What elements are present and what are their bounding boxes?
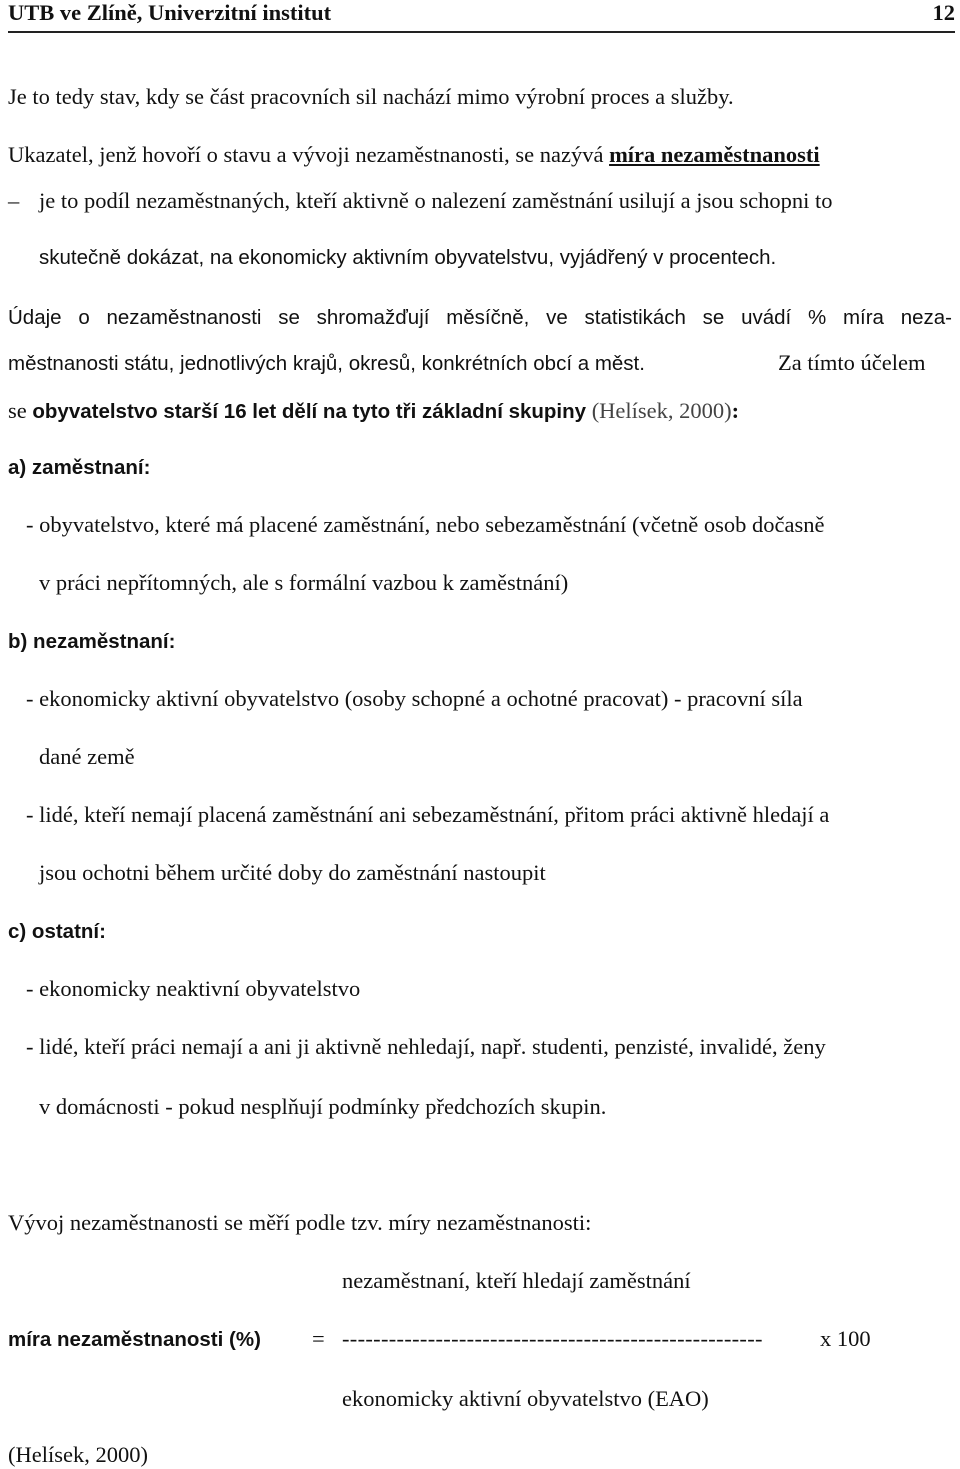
definition-dash: – [8, 188, 20, 213]
paragraph-indicator-line3: skutečně dokázat, na ekonomicky aktivním obyvatelstvu, vyjádřený v procentech. [39, 246, 777, 269]
formula-multiplier: x 100 [820, 1326, 871, 1351]
formula-denominator: ekonomicky aktivní obyvatelstvo (EAO) [342, 1386, 709, 1411]
group-a-item1-cont: v práci nepřítomných, ale s formální vazbou k zaměstnání) [39, 570, 569, 595]
bold-groups-statement: obyvatelstvo starší 16 let dělí na tyto tři základní skupiny [32, 400, 587, 423]
colon: : [731, 398, 740, 423]
paragraph-intro: Je to tedy stav, kdy se část pracovních sil nachází mimo výrobní proces a služby. [8, 84, 734, 109]
group-c-item2: - lidé, kteří práci nemají a ani ji aktivně nehledají, např. studenti, penzisté, invalidé, ženy [26, 1034, 826, 1059]
source-citation: (Helísek, 2000) [8, 1442, 148, 1467]
formula-fraction-line: ------------------------------------------------------ [342, 1326, 763, 1351]
paragraph-indicator-line2: je to podíl nezaměstnaných, kteří aktivně o nalezení zaměstnání usilují a jsou schopni to [39, 188, 833, 213]
group-b-item1-cont: dané země [39, 744, 135, 769]
group-c-item1: - ekonomicky neaktivní obyvatelstvo [26, 976, 361, 1001]
paragraph-data-line2b: Za tímto účelem [778, 350, 926, 375]
paragraph-data-line1: Údaje o nezaměstnanosti se shromažďují měsíčně, ve statistikách se uvádí % míra neza- [8, 306, 952, 329]
formula-label: míra nezaměstnanosti (%) [8, 1328, 261, 1351]
group-a-heading: a) zaměstnaní: [8, 456, 151, 479]
group-b-item2-cont: jsou ochotni během určité doby do zaměstnání nastoupit [39, 860, 546, 885]
formula-equals: = [312, 1326, 325, 1351]
citation: (Helísek, 2000) [586, 398, 732, 423]
term-unemployment-rate: míra nezaměstnanosti [609, 142, 820, 167]
group-c-item2-cont: v domácnosti - pokud nesplňují podmínky předchozích skupin. [39, 1094, 607, 1119]
page-number: 12 [932, 0, 955, 25]
group-a-item1: - obyvatelstvo, které má placené zaměstnání, nebo sebezaměstnání (včetně osob dočasně [26, 512, 825, 537]
group-b-item1: - ekonomicky aktivní obyvatelstvo (osoby schopné a ochotné pracovat) - pracovní síla [26, 686, 803, 711]
document-title: UTB ve Zlíně, Univerzitní institut [8, 0, 332, 25]
text-span: Ukazatel, jenž hovoří o stavu a vývoji nezaměstnanosti, se nazývá [8, 142, 610, 167]
paragraph-data-line3 [8, 398, 739, 424]
text-span: se [8, 398, 33, 423]
paragraph-data-line2a: městnanosti státu, jednotlivých krajů, okresů, konkrétních obcí a měst. [8, 352, 645, 375]
header-divider [8, 31, 955, 33]
formula-numerator: nezaměstnaní, kteří hledají zaměstnání [342, 1268, 691, 1293]
group-b-heading: b) nezaměstnaní: [8, 630, 176, 653]
page-header [8, 0, 955, 26]
paragraph-indicator-line1 [8, 142, 820, 168]
group-b-item2: - lidé, kteří nemají placená zaměstnání ani sebezaměstnání, přitom práci aktivně hledají a [26, 802, 830, 827]
group-c-heading: c) ostatní: [8, 920, 106, 943]
measurement-intro: Vývoj nezaměstnanosti se měří podle tzv. míry nezaměstnanosti: [8, 1210, 592, 1235]
